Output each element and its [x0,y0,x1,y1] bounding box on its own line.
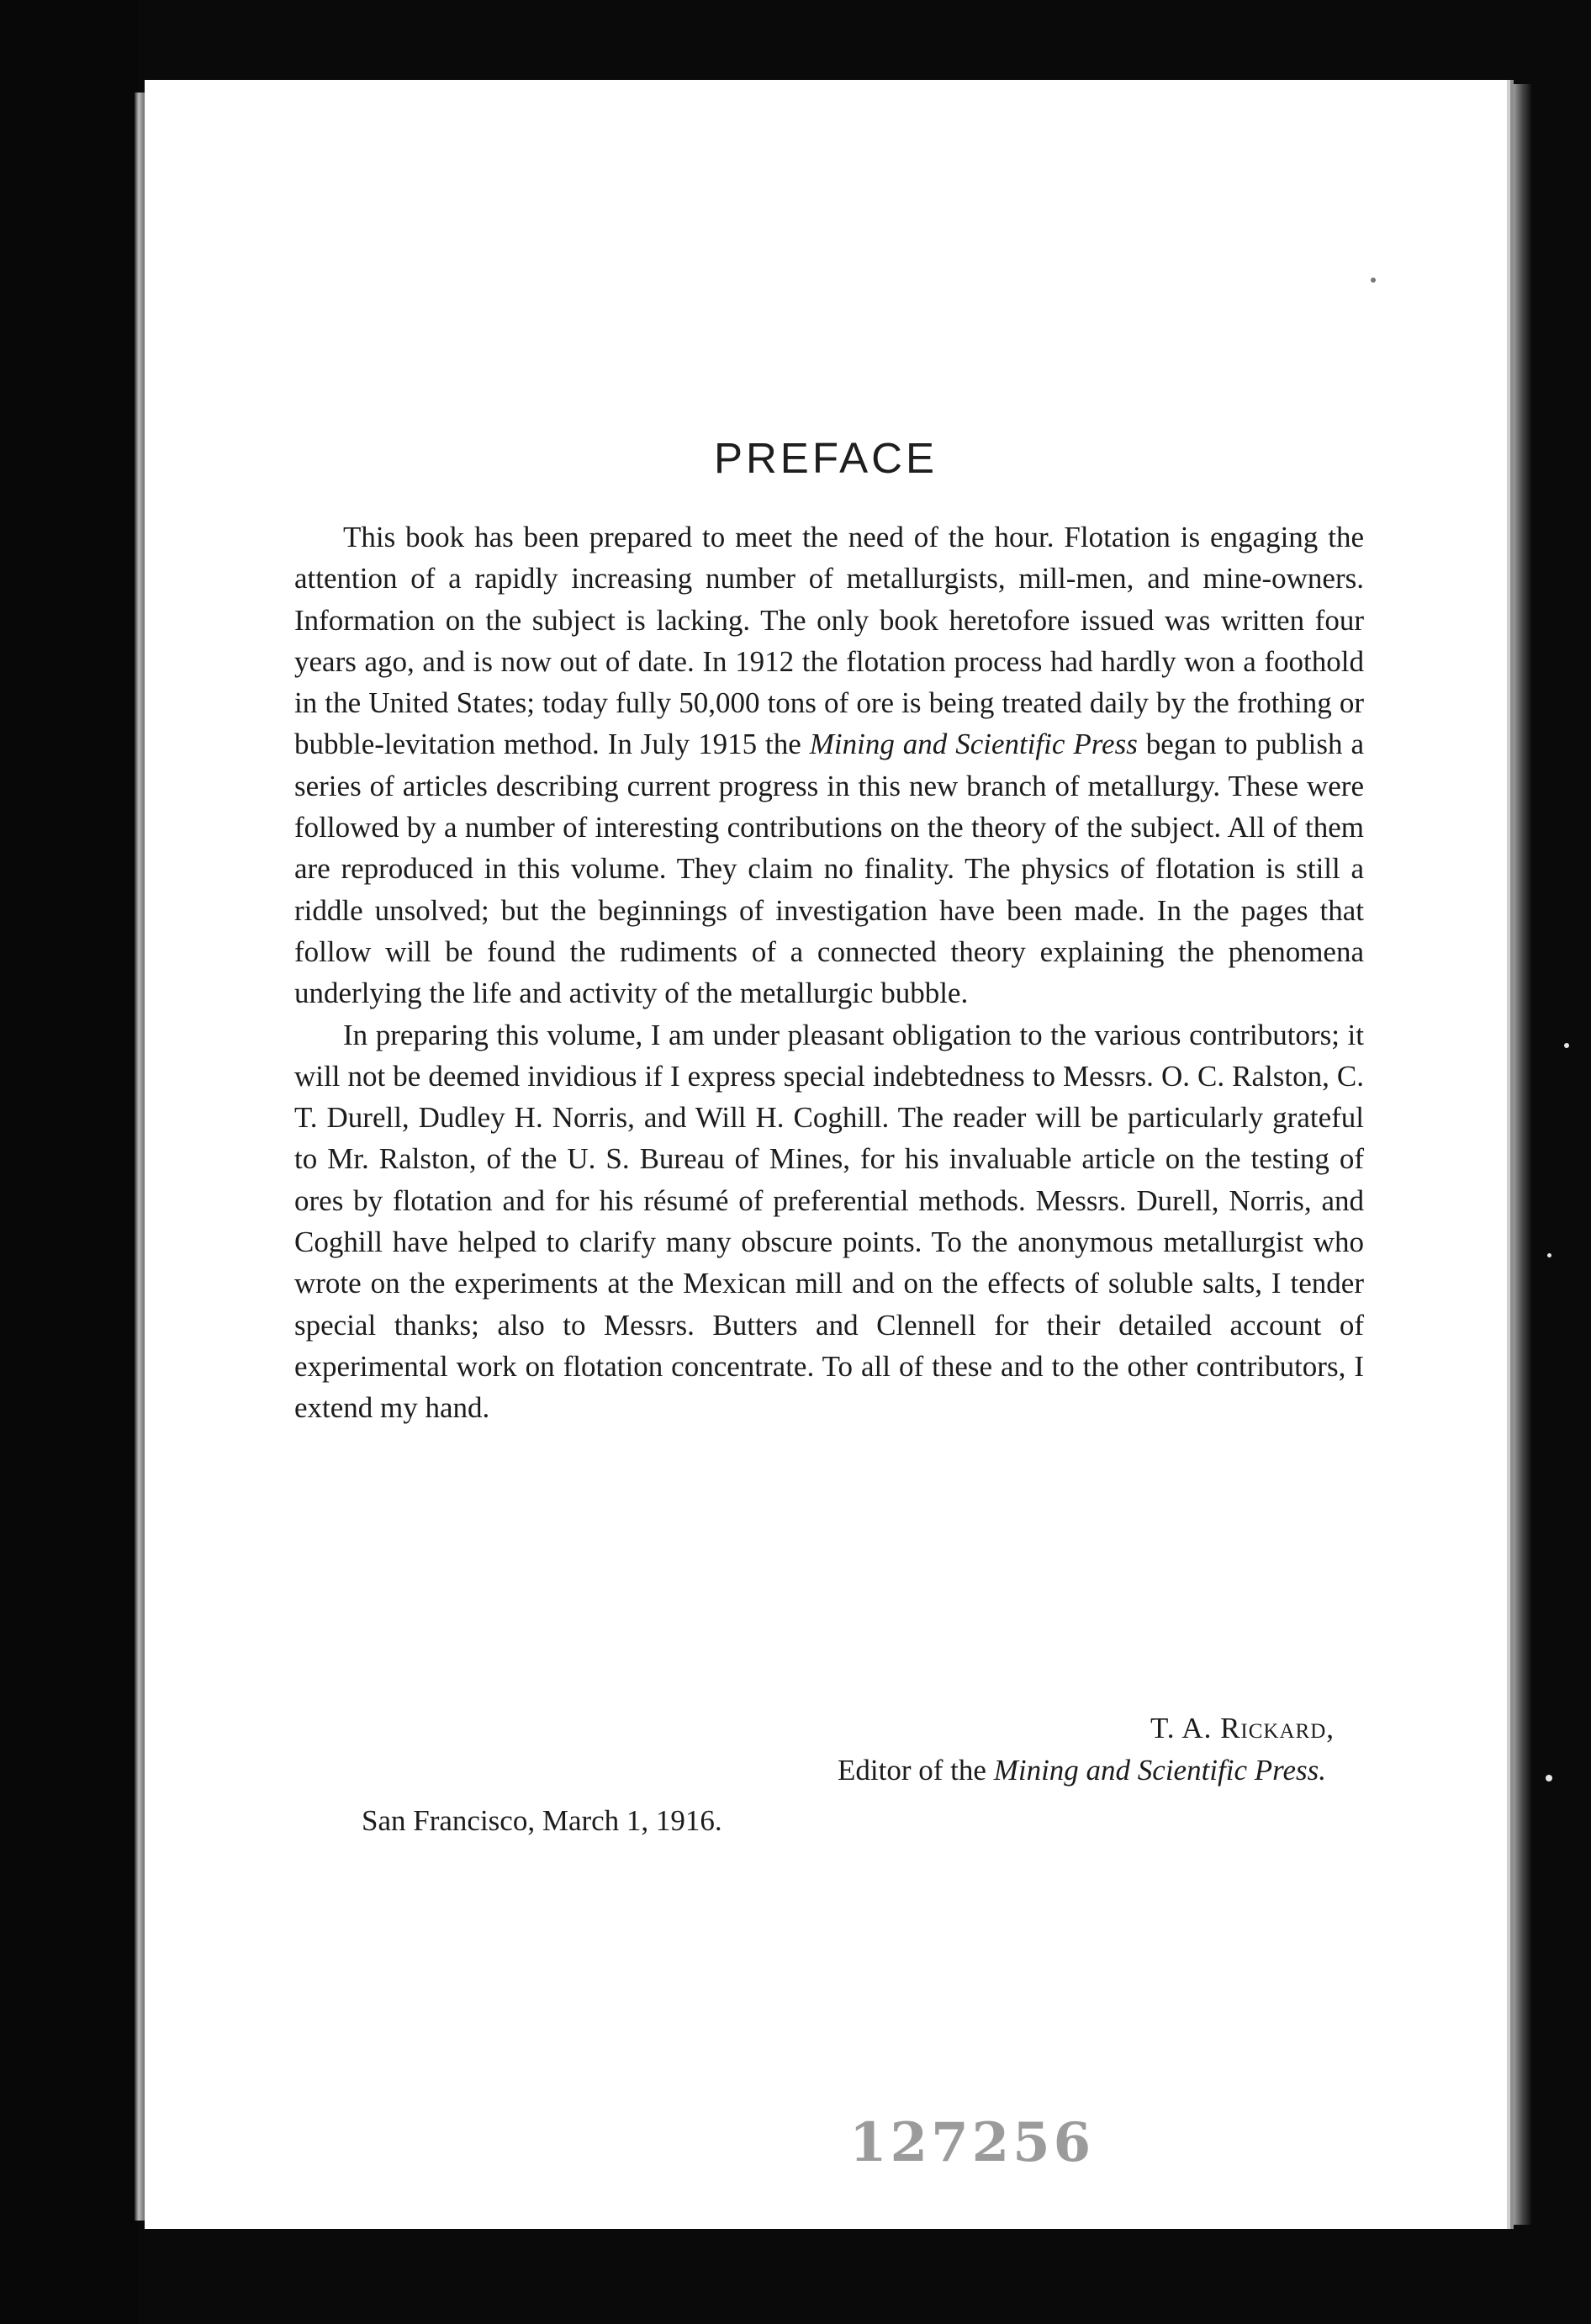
page-heading: PREFACE [713,434,938,482]
preface-paragraph-1: This book has been prepared to meet the need of the hour. Flotation is engaging the attention of a rapidly increasing number of metallurgists, mill-men, and mine-owners. Information on the subject is lacking. The only book heretofore issued was written four years ago, and is now out of date. In 1912 the flotation process had hardly won a foothold in the United States; today fully 50,000 tons of ore is being treated daily by the frothing or bubble-levitation method. In July 1915 the Mining and Scientific Press began to publish a series of articles describing current progress in this new branch of metallurgy. These were followed by a number of interesting contributions on the theory of the subject. All of them are reproduced in this volume. They claim no finality. The physics of flotation is still a riddle unsolved; but the beginnings of investigation have been made. In the pages that follow will be found the rudiments of a connected theory explaining the phenomena underlying the life and activity of the metallurgic bubble. [294,521,1364,1010]
publication-name-inline: Mining and Scientific Press [809,728,1138,761]
book-spine-edge [135,93,145,2221]
preface-body [294,516,1364,1429]
scan-speck [1371,278,1376,283]
author-name: T. A. Rickard, [1150,1712,1335,1744]
author-title-prefix: Editor of the [838,1754,994,1787]
preface-paragraph-2: In preparing this volume, I am under pleasant obligation to the various contributors; it will not be deemed invidious if I express special indebtedness to Messrs. O. C. Ralston, C. T. Durell, Dudley H. Norris, and Will H. Coghill. The reader will be particularly grateful to Mr. Ralston, of the U. S. Bureau of Mines, for his invaluable article on the testing of ores by flotation and for his résumé of preferential methods. Messrs. Durell, Norris, and Coghill have helped to clarify many obscure points. To the anonymous metallurgist who wrote on the experiments at the Mexican mill and on the effects of soluble salts, I tender special thanks; also to Messrs. Butters and Clennell for their detailed account of experimental work on flotation concentrate. To all of these and to the other contributors, I extend my hand. [294,1018,1364,1425]
scan-speck [1564,1043,1569,1048]
signature-block [294,1707,1364,1842]
author-title [294,1750,1364,1792]
page-right-edge-shadow [1507,84,1532,2225]
accession-number-stamp: 127256 [849,2111,1095,2174]
scan-background-left [0,0,139,2324]
scan-speck [1547,1253,1551,1257]
publication-name: Mining and Scientific Press. [993,1754,1326,1787]
place-and-date: San Francisco, March 1, 1916. [362,1804,722,1837]
scan-speck [1546,1775,1552,1781]
